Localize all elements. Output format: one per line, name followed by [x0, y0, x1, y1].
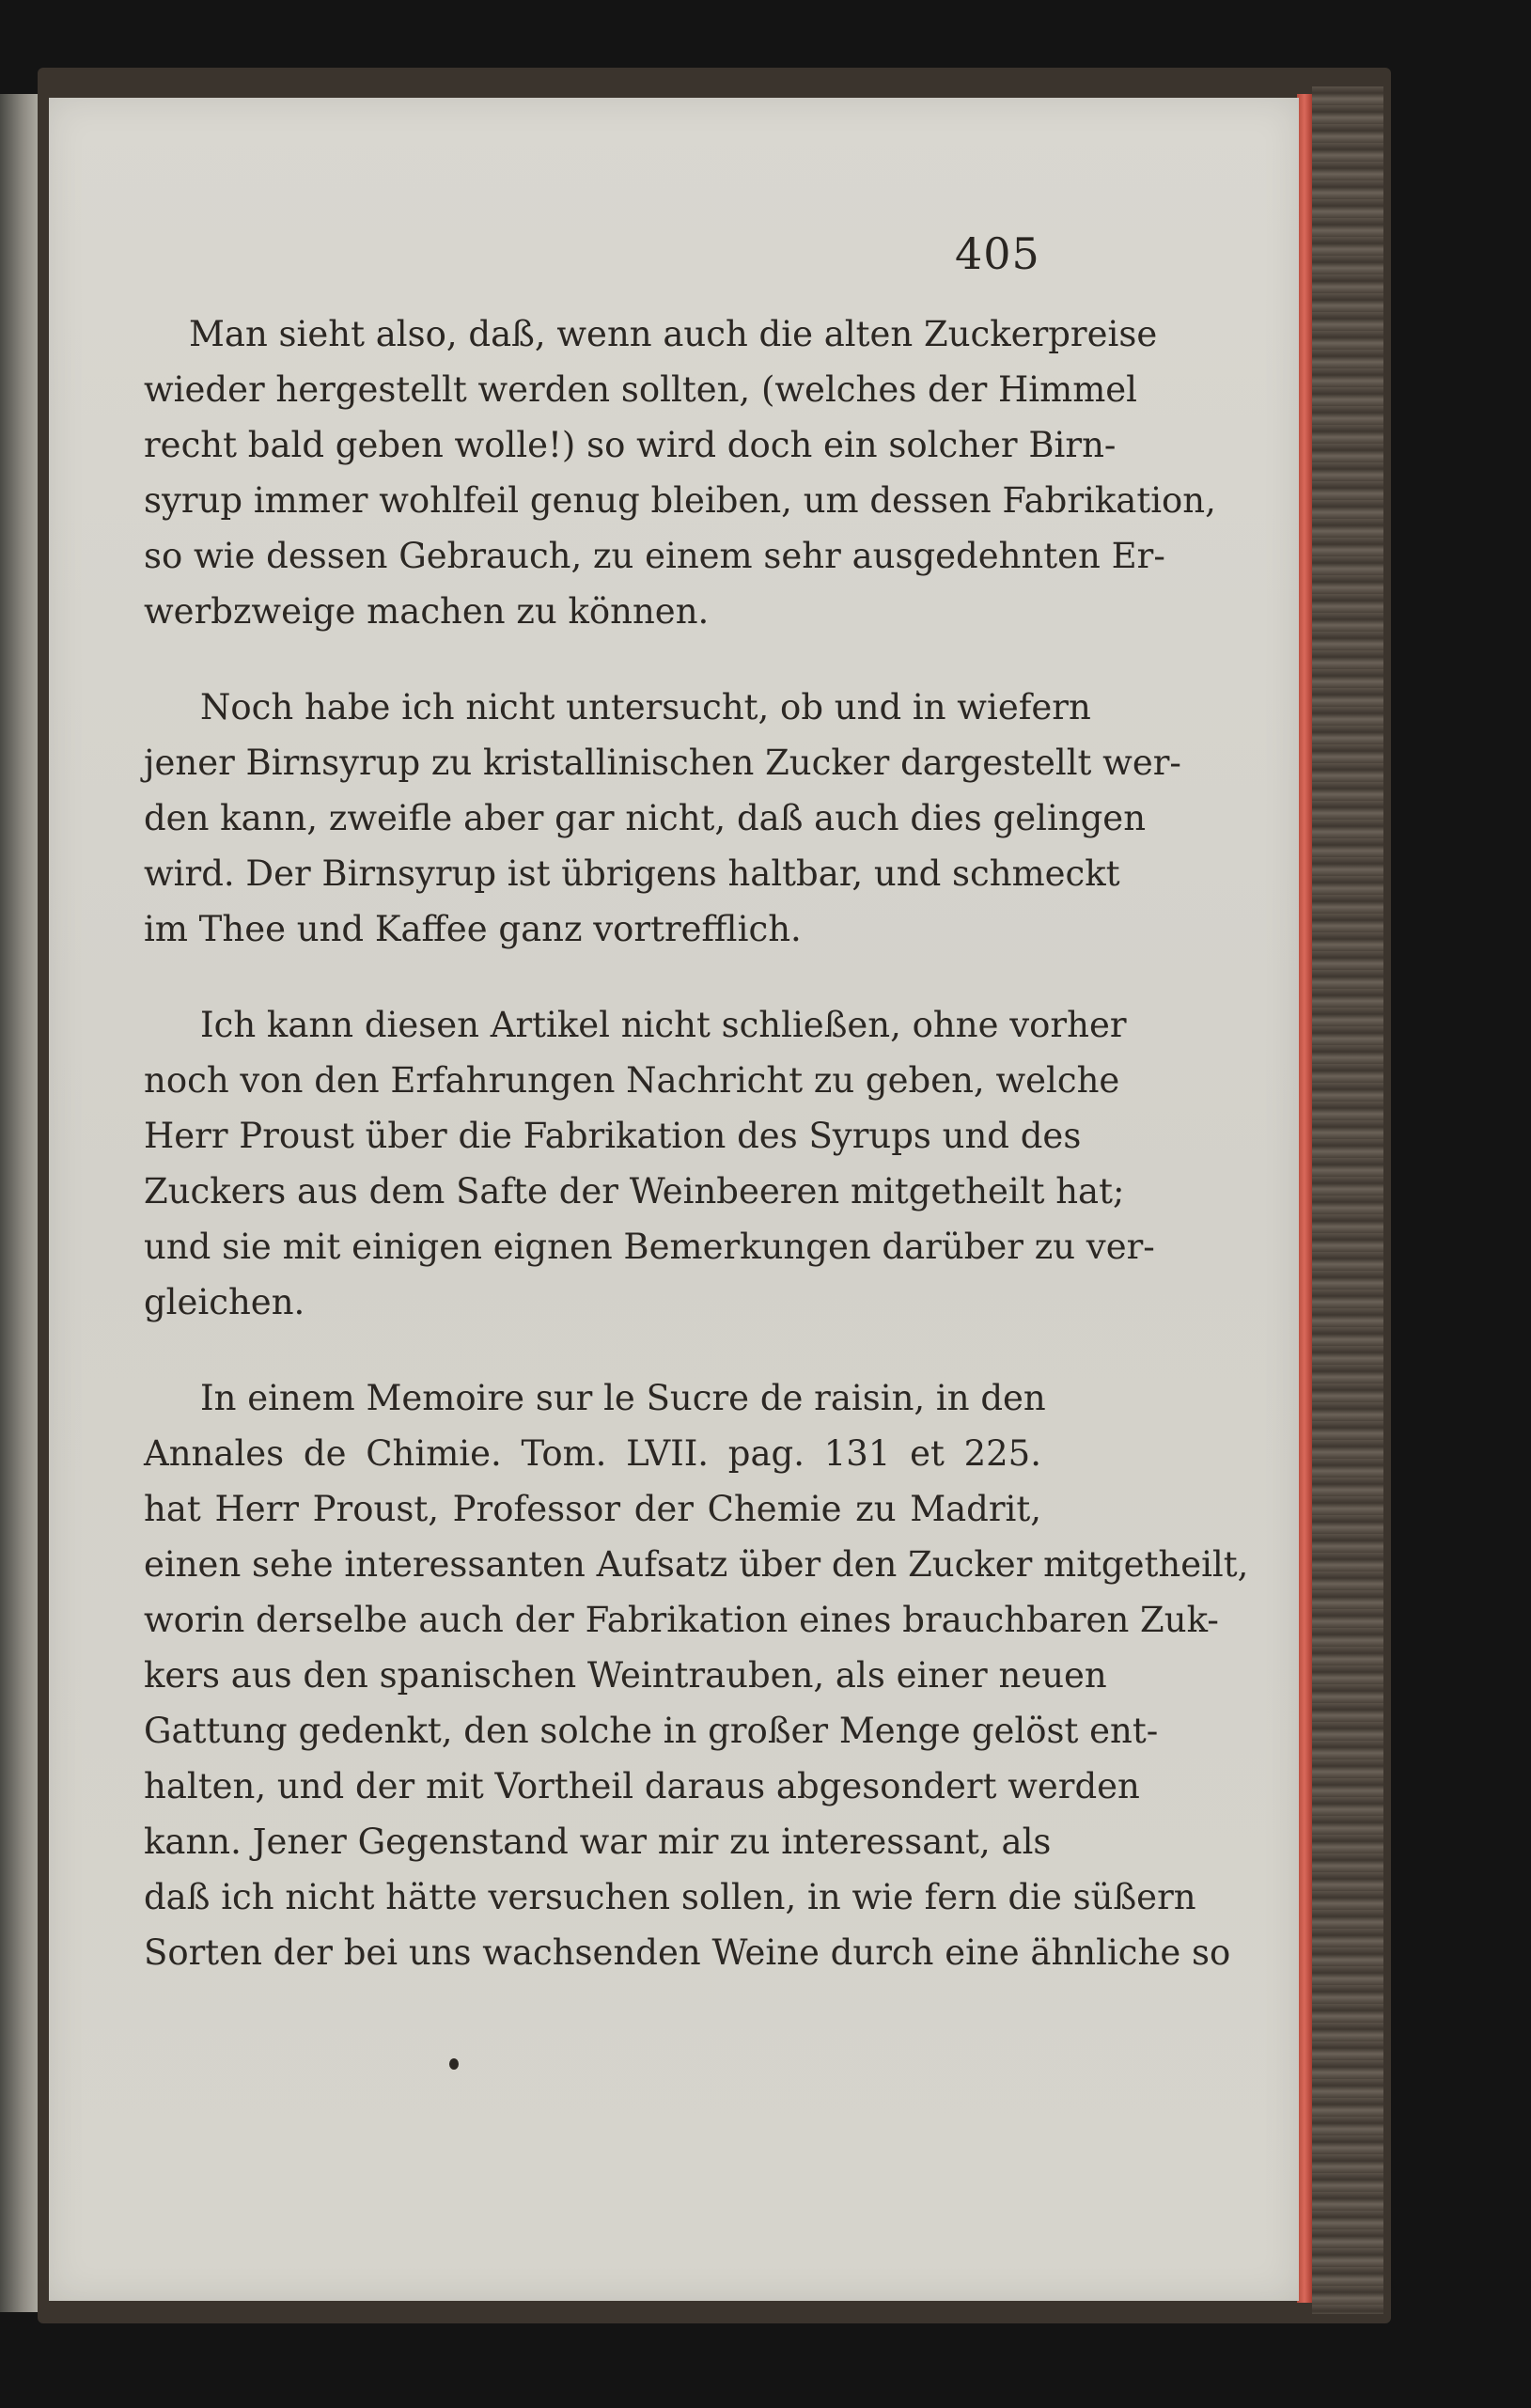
text-line: kers aus den spanischen Weintrauben, als einer neuen [144, 1655, 1107, 1696]
cover-edge [1312, 86, 1383, 2314]
text-line: Man sieht also, daß, wenn auch die alten Zuckerpreise [189, 314, 1158, 354]
text-line: Noch habe ich nicht untersucht, ob und in wiefern [200, 687, 1091, 727]
text-line: hat Herr Proust, Professor der Chemie zu Madrit, [144, 1489, 1041, 1529]
text-line: Zuckers aus dem Safte der Weinbeeren mitgetheilt hat; [144, 1171, 1125, 1212]
text-line: daß ich nicht hätte versuchen sollen, in wie fern die süßern [144, 1877, 1196, 1917]
text-line: wieder hergestellt werden sollten, (welches der Himmel [144, 369, 1138, 410]
text-line: recht bald geben wolle!) so wird doch ein solcher Birn- [144, 425, 1117, 465]
text-line: worin derselbe auch der Fabrikation eines brauchbaren Zuk- [144, 1600, 1219, 1640]
text-line: einen sehe interessanten Aufsatz über den Zucker mitgetheilt, [144, 1544, 1249, 1585]
paragraph-2 [144, 680, 1181, 957]
paragraph-3 [144, 997, 1155, 1330]
page-number: 405 [955, 228, 1040, 279]
paragraph-1 [144, 306, 1216, 639]
text-line: im Thee und Kaffee ganz vortrefflich. [144, 909, 802, 949]
text-line: Gattung gedenkt, den solche in großer Menge gelöst ent- [144, 1711, 1159, 1751]
text-line: werbzweige machen zu können. [144, 591, 710, 632]
text-line: und sie mit einigen eignen Bemerkungen darüber zu ver- [144, 1227, 1155, 1267]
text-line: In einem Memoire sur le Sucre de raisin, in den [200, 1378, 1046, 1418]
text-line: Sorten der bei uns wachsenden Weine durch eine ähnliche so [144, 1932, 1231, 1973]
body-text [144, 306, 1249, 2021]
ink-speck [449, 2058, 459, 2070]
text-line: halten, und der mit Vortheil daraus abgesondert werden [144, 1766, 1140, 1806]
text-line: noch von den Erfahrungen Nachricht zu geben, welche [144, 1060, 1120, 1101]
text-line: kann. Jener Gegenstand war mir zu interessant, als [144, 1822, 1052, 1862]
text-line: so wie dessen Gebrauch, zu einem sehr ausgedehnten Er- [144, 536, 1165, 576]
text-line: wird. Der Birnsyrup ist übrigens haltbar, und schmeckt [144, 853, 1120, 894]
text-line: Herr Proust über die Fabrikation des Syrups und des [144, 1116, 1082, 1156]
text-line: gleichen. [144, 1282, 305, 1322]
paragraph-4 [144, 1370, 1249, 1980]
text-line: Ich kann diesen Artikel nicht schließen, ohne vorher [200, 1005, 1127, 1045]
text-line: Annales de Chimie. Tom. LVII. pag. 131 et 225. [144, 1433, 1041, 1474]
text-line: jener Birnsyrup zu kristallinischen Zucker dargestellt wer- [144, 743, 1181, 783]
red-page-edge [1297, 94, 1312, 2303]
text-line: syrup immer wohlfeil genug bleiben, um dessen Fabrikation, [144, 480, 1216, 521]
text-line: den kann, zweifle aber gar nicht, daß auch dies gelingen [144, 798, 1147, 838]
